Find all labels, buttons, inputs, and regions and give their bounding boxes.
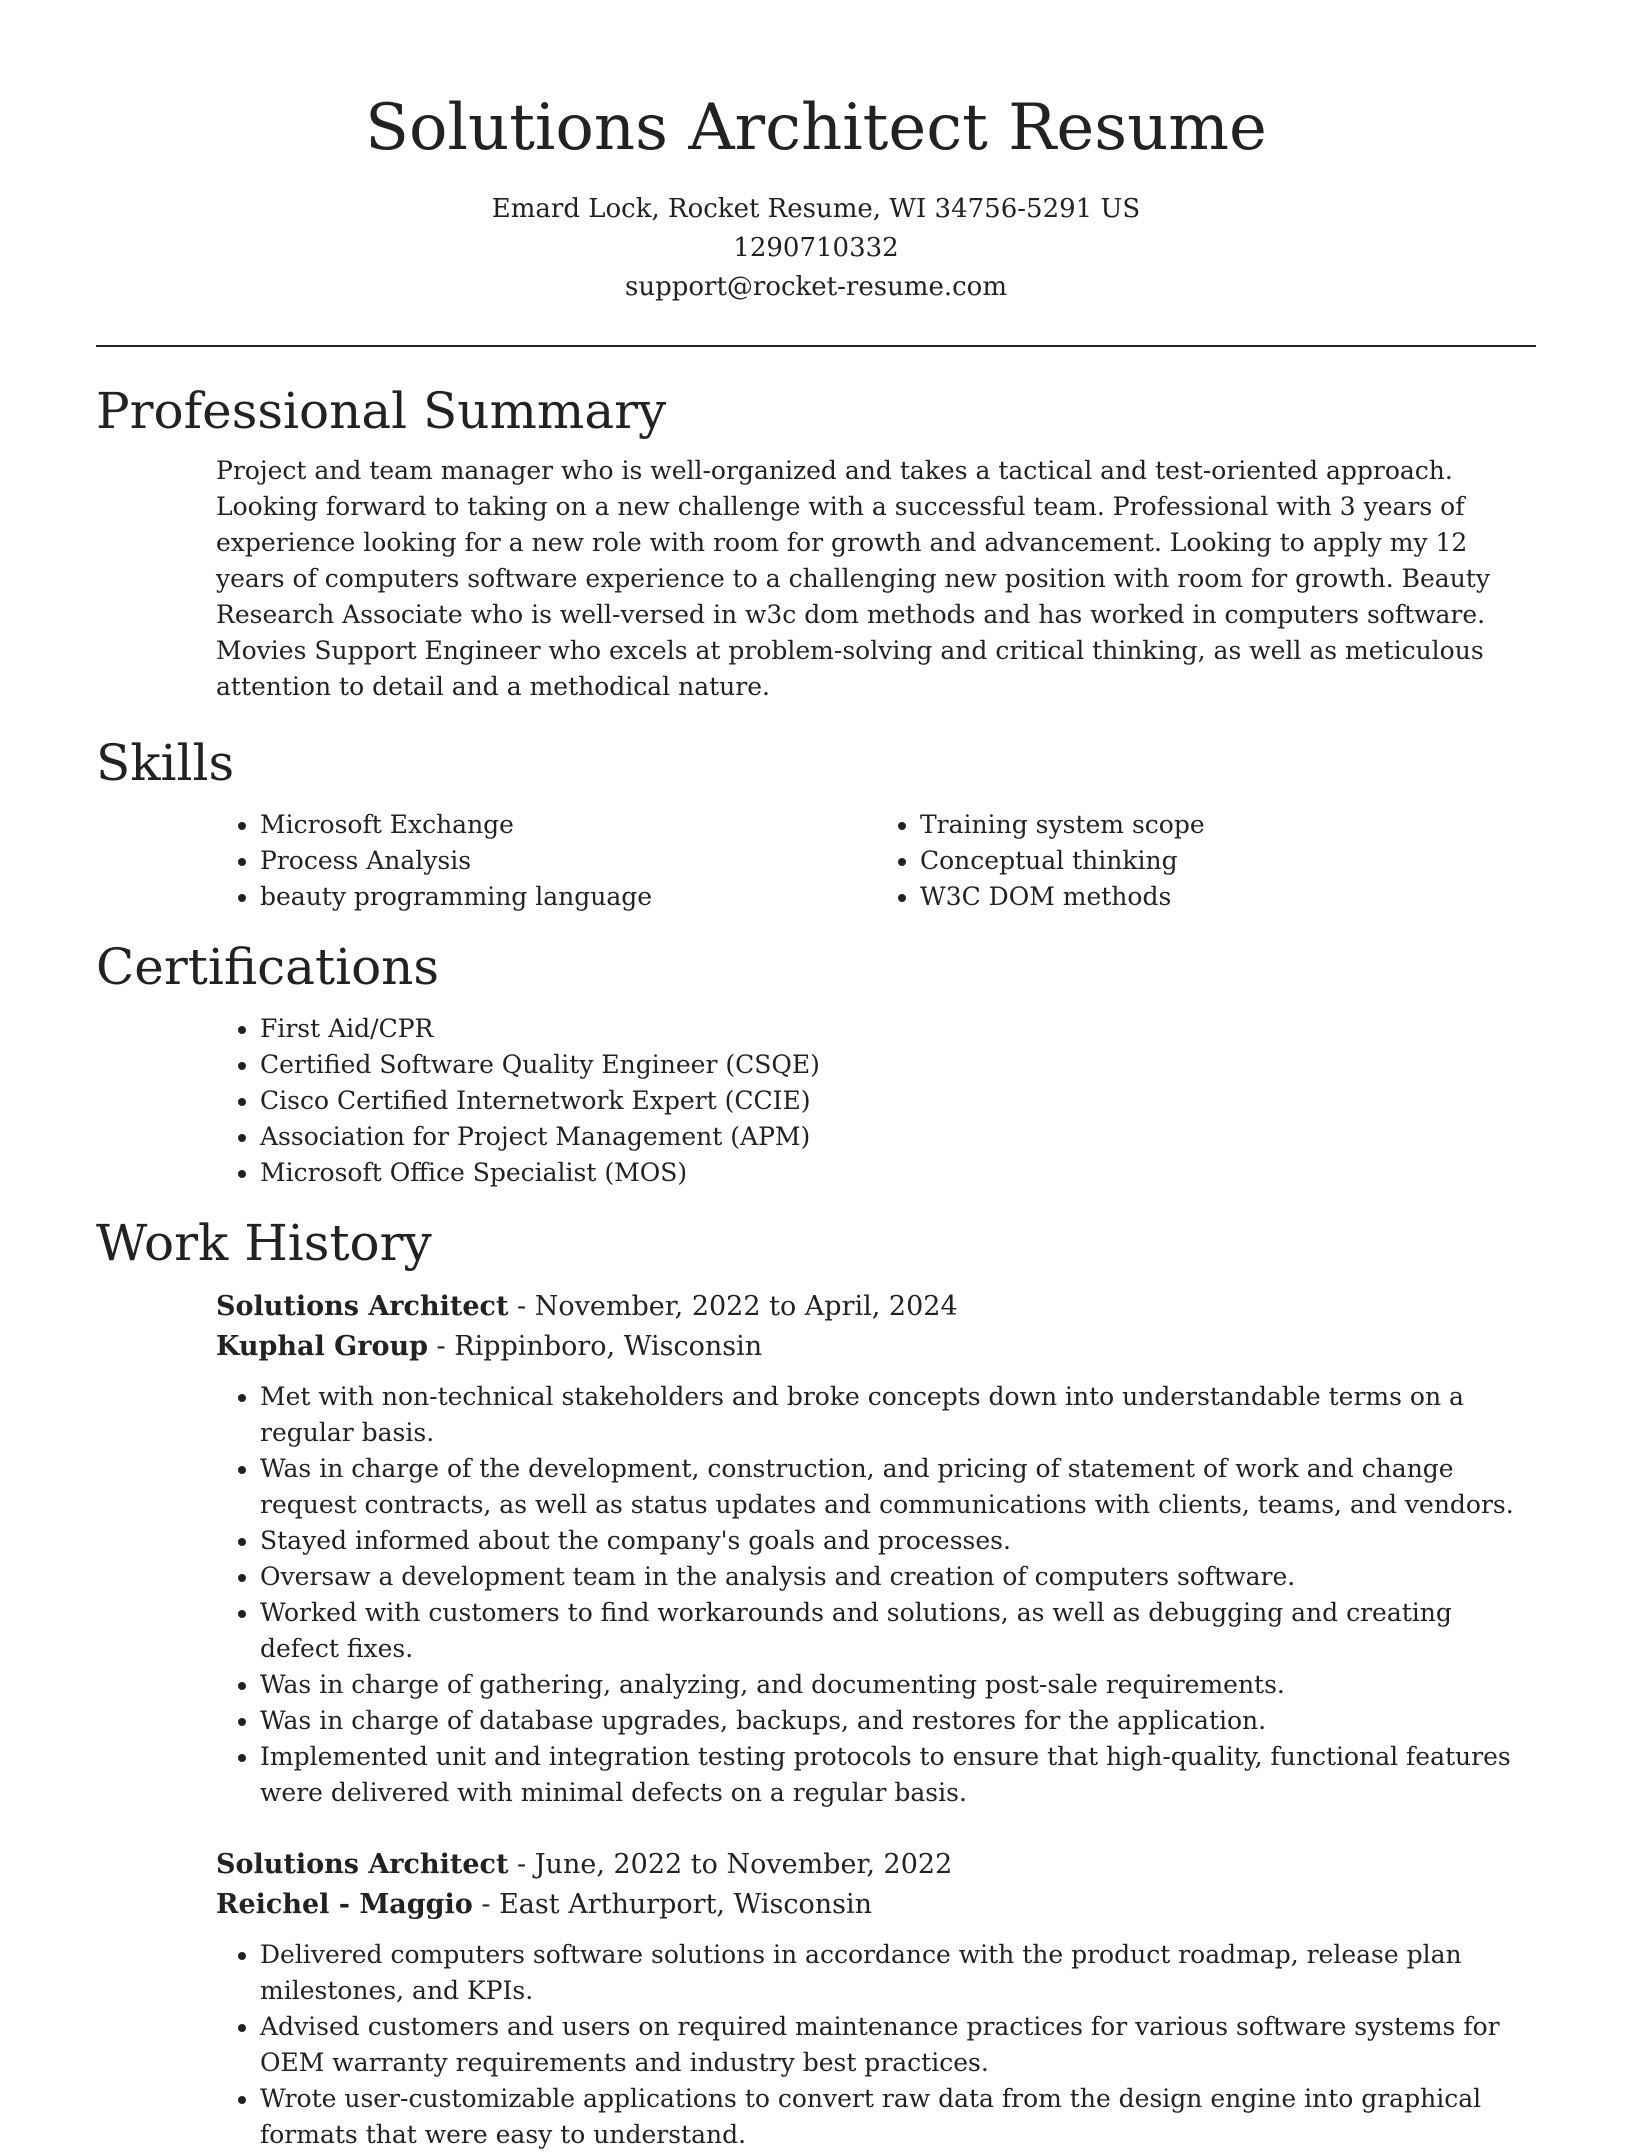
certifications-section bbox=[96, 935, 1536, 1191]
job-bullet: • Delivered computers software solutions in accordance with the product roadmap, release plan milestones, and KPIs. bbox=[260, 1937, 1536, 2009]
job-company: Reichel - Maggio bbox=[216, 1889, 473, 1920]
job-location: East Arthurport, Wisconsin bbox=[499, 1889, 873, 1920]
job-bullet: • Was in charge of database upgrades, backups, and restores for the application. bbox=[260, 1703, 1536, 1739]
skills-heading: Skills bbox=[96, 734, 235, 792]
job-bullet-list bbox=[216, 1937, 1536, 2153]
header-divider bbox=[96, 345, 1536, 347]
skill-item: • Conceptual thinking bbox=[920, 843, 1536, 879]
job-bullet: • Wrote user-customizable applications to convert raw data from the design engine into graphical formats that were easy to understand. bbox=[260, 2081, 1536, 2153]
job-bullet: • Was in charge of gathering, analyzing, and documenting post-sale requirements. bbox=[260, 1667, 1536, 1703]
resume-header bbox=[96, 0, 1536, 307]
summary-heading: Professional Summary bbox=[96, 382, 667, 440]
summary-text: Project and team manager who is well-organized and takes a tactical and test-oriented approach. Looking forward to taking on a new challenge with a successful team. Professional with 3 years of experience looking for a new role with room for growth and advancement. Looking to apply my 12 years of computers software experience to a challenging new position with room for growth. Beauty Research Associate who is well-versed in w3c dom methods and has worked in computers software. Movies Support Engineer who excels at problem-solving and critical thinking, as well as meticulous attention to detail and a methodical nature. bbox=[216, 456, 1490, 701]
job-bullet: • Was in charge of the development, construction, and pricing of statement of work and change request contracts, as well as status updates and communications with clients, teams, and vendors. bbox=[260, 1451, 1536, 1523]
skill-item: • beauty programming language bbox=[260, 879, 876, 915]
job-bullet: • Stayed informed about the company's goals and processes. bbox=[260, 1523, 1536, 1559]
job-dates: June, 2022 to November, 2022 bbox=[534, 1849, 953, 1880]
work-history-heading: Work History bbox=[96, 1214, 432, 1272]
certifications-heading: Certifications bbox=[96, 938, 440, 996]
job-dates: November, 2022 to April, 2024 bbox=[534, 1291, 958, 1322]
work-history-section bbox=[96, 1211, 1536, 2153]
page-title: Solutions Architect Resume bbox=[365, 91, 1267, 165]
certification-item: • Cisco Certified Internetwork Expert (CCIE) bbox=[260, 1083, 1536, 1119]
job-bullet: • Met with non-technical stakeholders and broke concepts down into understandable terms on a regular basis. bbox=[260, 1379, 1536, 1451]
job-bullet: • Implemented unit and integration testing protocols to ensure that high-quality, functional features were delivered with minimal defects on a regular basis. bbox=[260, 1739, 1536, 1811]
job-entry bbox=[216, 1845, 1536, 2153]
certification-item: • Certified Software Quality Engineer (CSQE) bbox=[260, 1047, 1536, 1083]
job-title: Solutions Architect bbox=[216, 1849, 509, 1880]
contact-phone: 1290710332 bbox=[733, 233, 899, 263]
job-company-line bbox=[216, 1327, 1536, 1367]
job-title-line bbox=[216, 1287, 1536, 1327]
job-company: Kuphal Group bbox=[216, 1331, 428, 1362]
contact-info bbox=[96, 190, 1536, 307]
job-location: Rippinboro, Wisconsin bbox=[454, 1331, 763, 1362]
job-bullet: • Oversaw a development team in the analysis and creation of computers software. bbox=[260, 1559, 1536, 1595]
summary-section bbox=[96, 379, 1536, 705]
skill-item: • W3C DOM methods bbox=[920, 879, 1536, 915]
job-title: Solutions Architect bbox=[216, 1291, 509, 1322]
separator: - bbox=[427, 1331, 455, 1362]
job-bullet: • Worked with customers to find workarounds and solutions, as well as debugging and creating defect fixes. bbox=[260, 1595, 1536, 1667]
job-company-line bbox=[216, 1885, 1536, 1925]
skill-item: • Process Analysis bbox=[260, 843, 876, 879]
certification-item: • First Aid/CPR bbox=[260, 1011, 1536, 1047]
contact-address: Emard Lock, Rocket Resume, WI 34756-5291 US bbox=[491, 194, 1141, 224]
job-entry bbox=[216, 1287, 1536, 1811]
job-title-line bbox=[216, 1845, 1536, 1885]
separator: - bbox=[472, 1889, 500, 1920]
skill-item: • Microsoft Exchange bbox=[260, 807, 876, 843]
certification-item: • Microsoft Office Specialist (MOS) bbox=[260, 1155, 1536, 1191]
separator: - bbox=[508, 1849, 535, 1880]
skills-section bbox=[96, 731, 1536, 915]
skill-item: • Training system scope bbox=[920, 807, 1536, 843]
job-bullet: • Advised customers and users on required maintenance practices for various software systems for OEM warranty requirements and industry best practices. bbox=[260, 2009, 1536, 2081]
job-bullet-list bbox=[216, 1379, 1536, 1811]
separator: - bbox=[508, 1291, 535, 1322]
certifications-list bbox=[216, 1011, 1536, 1191]
skills-column-left bbox=[216, 807, 876, 915]
skills-column-right bbox=[876, 807, 1536, 915]
skills-grid bbox=[216, 807, 1536, 915]
certification-item: • Association for Project Management (APM) bbox=[260, 1119, 1536, 1155]
contact-email: support@rocket-resume.com bbox=[624, 272, 1007, 302]
